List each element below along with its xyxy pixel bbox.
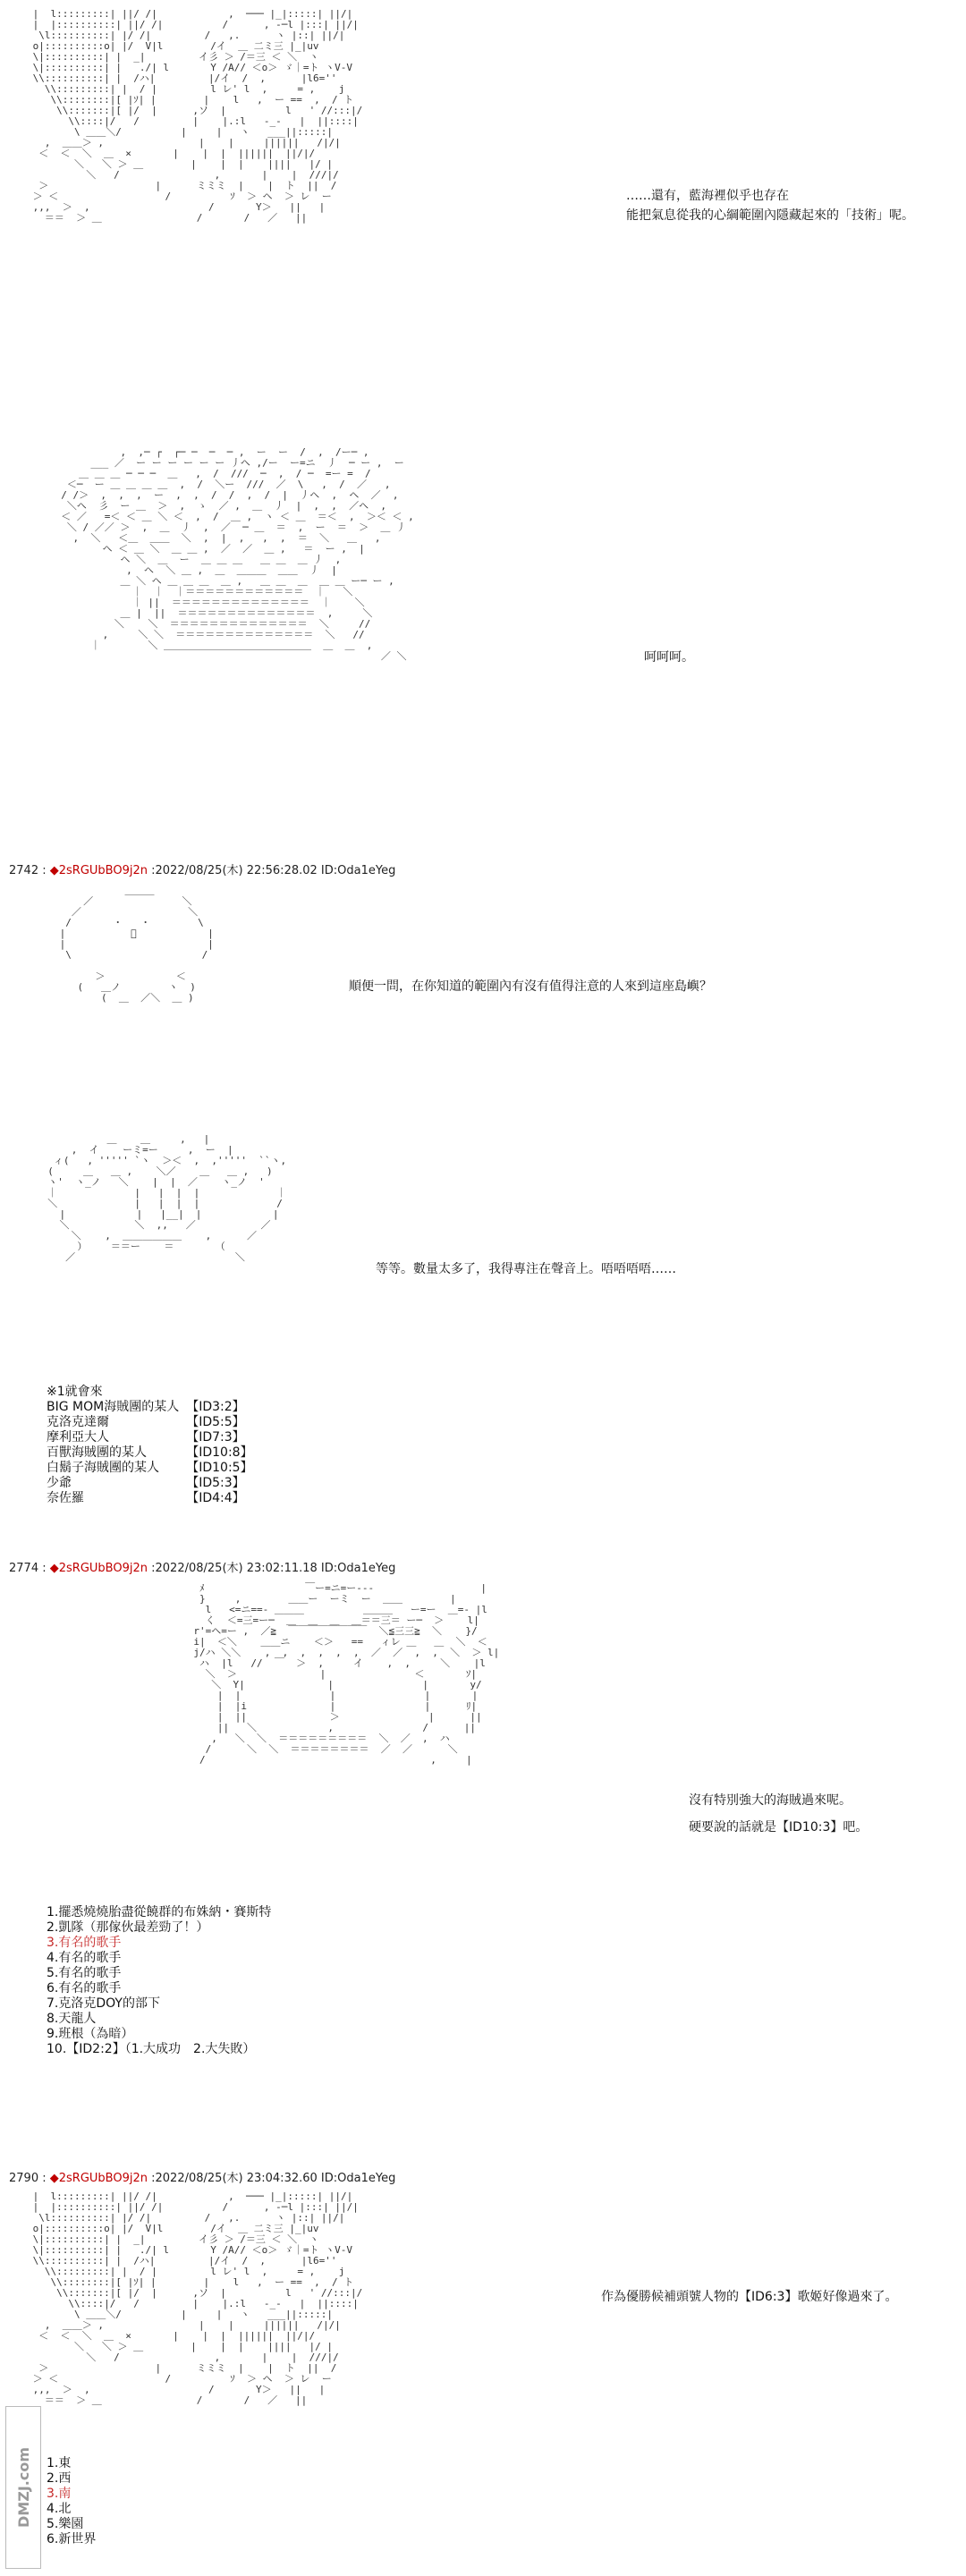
dialog-line: 硬要說的話就是【ID10:3】吧。 [689, 1820, 869, 1835]
list-item: 2.西 [47, 2471, 72, 2486]
diamond-icon: ◆ [49, 2172, 59, 2185]
list-item: 7.克洛克DOY的部下 [47, 1996, 160, 2011]
list-item: 10.【ID2:2】（1.大成功 2.大失敗） [47, 2042, 256, 2056]
post-tripcode: 2sRGUbBO9j2n [58, 2172, 148, 2185]
list-item: 6.新世界 [47, 2532, 97, 2546]
list-item: 5.有名的歌手 [47, 1966, 122, 1980]
post-header: 2790 : ◆2sRGUbBO9j2n :2022/08/25(木) 23:04:32.60 ID:Oda1eYeg [9, 2172, 396, 2185]
post-number: 2742 [9, 864, 39, 877]
list-item-highlighted: 3.南 [47, 2487, 72, 2501]
ascii-art-figure-6: | l:::::::::| ||/ /| , ─── |_|:::::| ||/| | |::::::::::| ||/ /| / , ‐─l |:::| ||/| \l::::::::::| |/ /| / ,. ヽ |::| ||/| o|::::::::::o| |/ V|l /イ ＿ 二ミ三 |_|uv \|::::::::::| | _| イ彡 ＞ /＝三 ＜ ＼ ヽ \|::::::::::| | ./| l Y /A// ＜o＞ ゞ｜=ト ヽV-V \\::::::::::| | /ハ| |/イ / , |l6='' \\:::::::::| | / | l レ' l , = , j \\::::::::|[ |ｿ| | | l , ー == , / ト \\:::::::|[ |/ | ,ソ | l ' //:::|/ \\::::|/ / | |.:l -_- | ||::::| \ ＿＿＼/ | | ヽ ___||:::::| , ＿＿＞ , | | |||||| /|/| ＜ ＜ ＼ ＿ × | | | |||||| ||/|/ ＼ ＼ ＞ ＿ | | | |||| |/ | ＼ / , | | ///|/ ＞ | ミミミ | | ト || / ＞ ＜ / ｿ ＞ ヘ ＞ レ ー ,,, ＞ , / Y＞ || | ＝＝ ＞ ＿ / / ／ || [32, 2190, 363, 2406]
post-meta: 2022/08/25(木) 23:02:11.18 ID:Oda1eYeg [155, 1562, 396, 1575]
list-item: 百獸海賊團的某人 【ID10:8】 [47, 1445, 253, 1460]
ascii-art-figure-5: ﾒ ￣ー=ニ=ー‐‐‐ | } , ＿＿ー ーミ ー ＿＿ | l <=ニ==‐ ＿＿＿ ＿＿＿ ー=ー ＿=‐ |l く ＜=三=ー─ ＿ ＿ ＿ ＿＝＝三＝ ー─ ＞ l| r'=ヘ=ー , ／≧ ￣￣￣￣￣￣￣￣ ＼≦三三≧ ＼ }/ i| ＜＼ ＿＿ニ ＜＞ == ィレ ＿ ＿ ＼ ＜ j/ハ ＼＼ , , , , , , ／ ／ , , ＼ ＞ l| ハ |l // ￣ ＞ , イ , , ＼ |l ＼ ＞ | ＜ ｿ| ＼ Y| | | y/ | | | | | | |i | | ﾘ| | || ＞ | || || ＼ , / || , ＼ ＼ ＝＝＝＝＝＝＝＝＝ ＼ ／ , ハ / ＼ ＼ ＝＝＝＝＝＝＝＝ ／ ／ ＼ / , | [193, 1582, 500, 1766]
arrival-list [47, 1385, 260, 1506]
dialog-line: 順便一問，在你知道的範圍內有沒有值得注意的人來到這座島嶼？ [349, 979, 712, 994]
list-item: 克洛克達爾 【ID5:5】 [47, 1415, 245, 1429]
roll-list-5 [47, 1905, 271, 2057]
list-item: 6.有名的歌手 [47, 1981, 122, 1996]
ascii-art-figure-4: ＿ ＿ , | , イ ーミ=ー , ー | ィ( , ''''' `ヽ ＞＜ , ,''''' ``ヽ, ( ＿ ＿ , ＼／ ＿ ＿ , ) ヽ' ヽ_ノ ＼ | | ／ ヽ_ノ ' ｜ | | | | ｜ ＼ | | | | / | | |__| | | ＼ ＼ ,, ／ ／ ＼ , ＿＿＿＿＿＿ , ／ ） ＝＝ー ＝ （ ／ ＼ [47, 1133, 287, 1263]
direction-list [47, 2456, 96, 2547]
site-watermark [5, 2406, 41, 2569]
arrival-table [47, 1400, 260, 1506]
list-item: 1.東 [47, 2456, 72, 2470]
ascii-art-figure-3: ＿＿＿ ／ ＼ ／ ＼ / ・ ・ \ | ﾟ | | | \ / ＞ ＜ ( ＿ノ ヽ ) ( ＿ ／＼ ＿ ) [59, 885, 214, 1004]
list-item: 4.北 [47, 2502, 72, 2516]
post-tripcode: 2sRGUbBO9j2n [58, 864, 148, 877]
ascii-art-figure-1: | l:::::::::| ||/ /| , ─── |_|:::::| ||/| | |::::::::::| ||/ /| / , ‐─l |:::| ||/| \l::::::::::| |/ /| / ,. ヽ |::| ||/| o|::::::::::o| |/ V|l /イ ＿ 二ミ三 |_|uv \|::::::::::| | _| イ彡 ＞ /＝三 ＜ ＼ ヽ \|::::::::::| | ./| l Y /A// ＜o＞ ゞ｜=ト ヽV-V \\::::::::::| | /ハ| |/イ / , |l6='' \\:::::::::| | / | l レ' l , = , j \\::::::::|[ |ｿ| | | l , ー == , / ト \\:::::::|[ |/ | ,ソ | l ' //:::|/ \\::::|/ / | |.:l -_- | ||::::| \ ＿＿＼/ | | ヽ ___||:::::| , ＿＿＞ , | | |||||| /|/| ＜ ＜ ＼ ＿ × | | | |||||| ||/|/ ＼ ＼ ＞ ＿ | | | |||| |/ | ＼ / , | | ///|/ ＞ | ミミミ | | ト || / ＞ ＜ / ｿ ＞ ヘ ＞ レ ー ,,, ＞ , / Y＞ || | ＝＝ ＞ ＿ / / ／ || [32, 8, 363, 224]
list-item: 4.有名的歌手 [47, 1951, 122, 1965]
list-item: 9.班根（為暗） [47, 2027, 134, 2041]
list-item: 1.擺悉燒燒胎盡從饒群的布姝納・賽斯特 [47, 1905, 272, 1919]
list-item: 摩利亞大人 【ID7:3】 [47, 1430, 245, 1445]
list-item: 2.凱隊（那傢伙最差勁了！） [47, 1920, 209, 1935]
dialog-line: 等等。數量太多了，我得專注在聲音上。唔唔唔唔…… [376, 1262, 676, 1276]
dialog-line: 作為優勝候補頭號人物的【ID6:3】歌姬好像過來了。 [601, 2290, 898, 2304]
post-number: 2774 [9, 1562, 39, 1575]
post-meta: 2022/08/25(木) 23:04:32.60 ID:Oda1eYeg [155, 2172, 396, 2185]
post-header: 2742 : ◆2sRGUbBO9j2n :2022/08/25(木) 22:56:28.02 ID:Oda1eYeg [9, 864, 396, 877]
post-header: 2774 : ◆2sRGUbBO9j2n :2022/08/25(木) 23:02:11.18 ID:Oda1eYeg [9, 1562, 396, 1575]
list-title: ※1就會來 [47, 1385, 103, 1399]
panel-4-dialog [376, 1259, 676, 1279]
dialog-line: 能把氣息從我的心綱範圍內隱藏起來的「技術」呢。 [626, 208, 914, 223]
post-tripcode: 2sRGUbBO9j2n [58, 1562, 148, 1575]
post-meta: 2022/08/25(木) 22:56:28.02 ID:Oda1eYeg [155, 864, 396, 877]
post-number: 2790 [9, 2172, 39, 2185]
list-item: 少爺 【ID5:3】 [47, 1476, 245, 1490]
list-item-highlighted: 3.有名的歌手 [47, 1936, 122, 1950]
panel-2-dialog [644, 648, 694, 667]
panel-1-dialog [626, 186, 914, 225]
list-item: 8.天龍人 [47, 2012, 97, 2026]
diamond-icon: ◆ [49, 1562, 59, 1575]
panel-3-dialog [349, 977, 712, 996]
watermark-text: DMZJ.com [14, 2447, 32, 2528]
list-item: 白鬍子海賊團的某人 【ID10:5】 [47, 1461, 253, 1475]
ascii-art-figure-2: , ,─ ┌ ┌─ ─ ─ ─ , ー ー / , /ー─ , ___ ／ ー ー ー ー ー ー 丿ヘ ,/ー ー=ニ 丿 ─ ー , ー ＿ ＿ ＿ ─ ─ ─ ＿ , / /// ─ , / ─ =ー = / ＜─ ー ＿ ＿ ＿ ＿ , / ＼ー /// ／ \ , / ／ , / /＞ , , , ー , , / / , / | 丿ヘ , ヘ ／ , ＼ヘ 彡 ー ＿ ＞ , ゝ ／ , ＿ 丿 | , , ／ヘ , ＜ ／ =＜ ＜ ＿ ＼ ＜ , / ＿ , ヽ ＜ ＿ ＝＜ , ＞＜ ＜ , ＼ / ／／ ＞ , ＿ 丿 , ／ ─ ＿ ＝ , ー ＝ ＞ ＿ 丿 , ＼ ＜＿ ＿＿ ＼ , | , , , ＝ ＼ ＿ , ヘ ＜ ＿ ＼ ＿ ＿ , ／ ／ ＿ , ＝ ー , | ヘ ＼ ＿ ー ＿ ＿ ＿ ＿ ＿ ＿ 丿 , , ヘ ＼ ＿ , ＿ ＿＿＿ ＿＿ 丿 | ＿ ＼ ヘ ＿ ＿ ＿ ＿ , ＿ ＿ ＿ ＿ ＿ ー─ ー , ｜ ｜ ｜＝＝＝＝＝＝＝＝＝＝＝＝ ｜ ＼ ｜ || ＝＝＝＝＝＝＝＝＝＝＝＝＝＝ ｜ ＼ ＿ | || ＝＝＝＝＝＝＝＝＝＝＝＝＝＝ , ＼ ＼ ＼ ＝＝＝＝＝＝＝＝＝＝＝＝＝＝ ＼ // , ＼ ＼ ＝＝＝＝＝＝＝＝＝＝＝＝＝＝ ＼ // ｜ ＼ ＿＿＿＿＿＿＿＿＿＿＿＿＿＿＿ ＿ ＿ , ／ ＼ [61, 446, 414, 662]
list-item: 奈佐羅 【ID4:4】 [47, 1491, 245, 1505]
dialog-line: 呵呵呵。 [644, 650, 694, 665]
panel-6-dialog [601, 2287, 897, 2307]
list-item: BIG MOM海賊團的某人 【ID3:2】 [47, 1400, 245, 1414]
list-item: 5.樂園 [47, 2517, 84, 2531]
panel-5-dialog [689, 1791, 868, 1837]
diamond-icon: ◆ [49, 864, 59, 877]
dialog-line: ……還有，藍海裡似乎也存在 [626, 189, 789, 203]
dialog-line: 沒有特別強大的海賊過來呢。 [689, 1793, 852, 1808]
